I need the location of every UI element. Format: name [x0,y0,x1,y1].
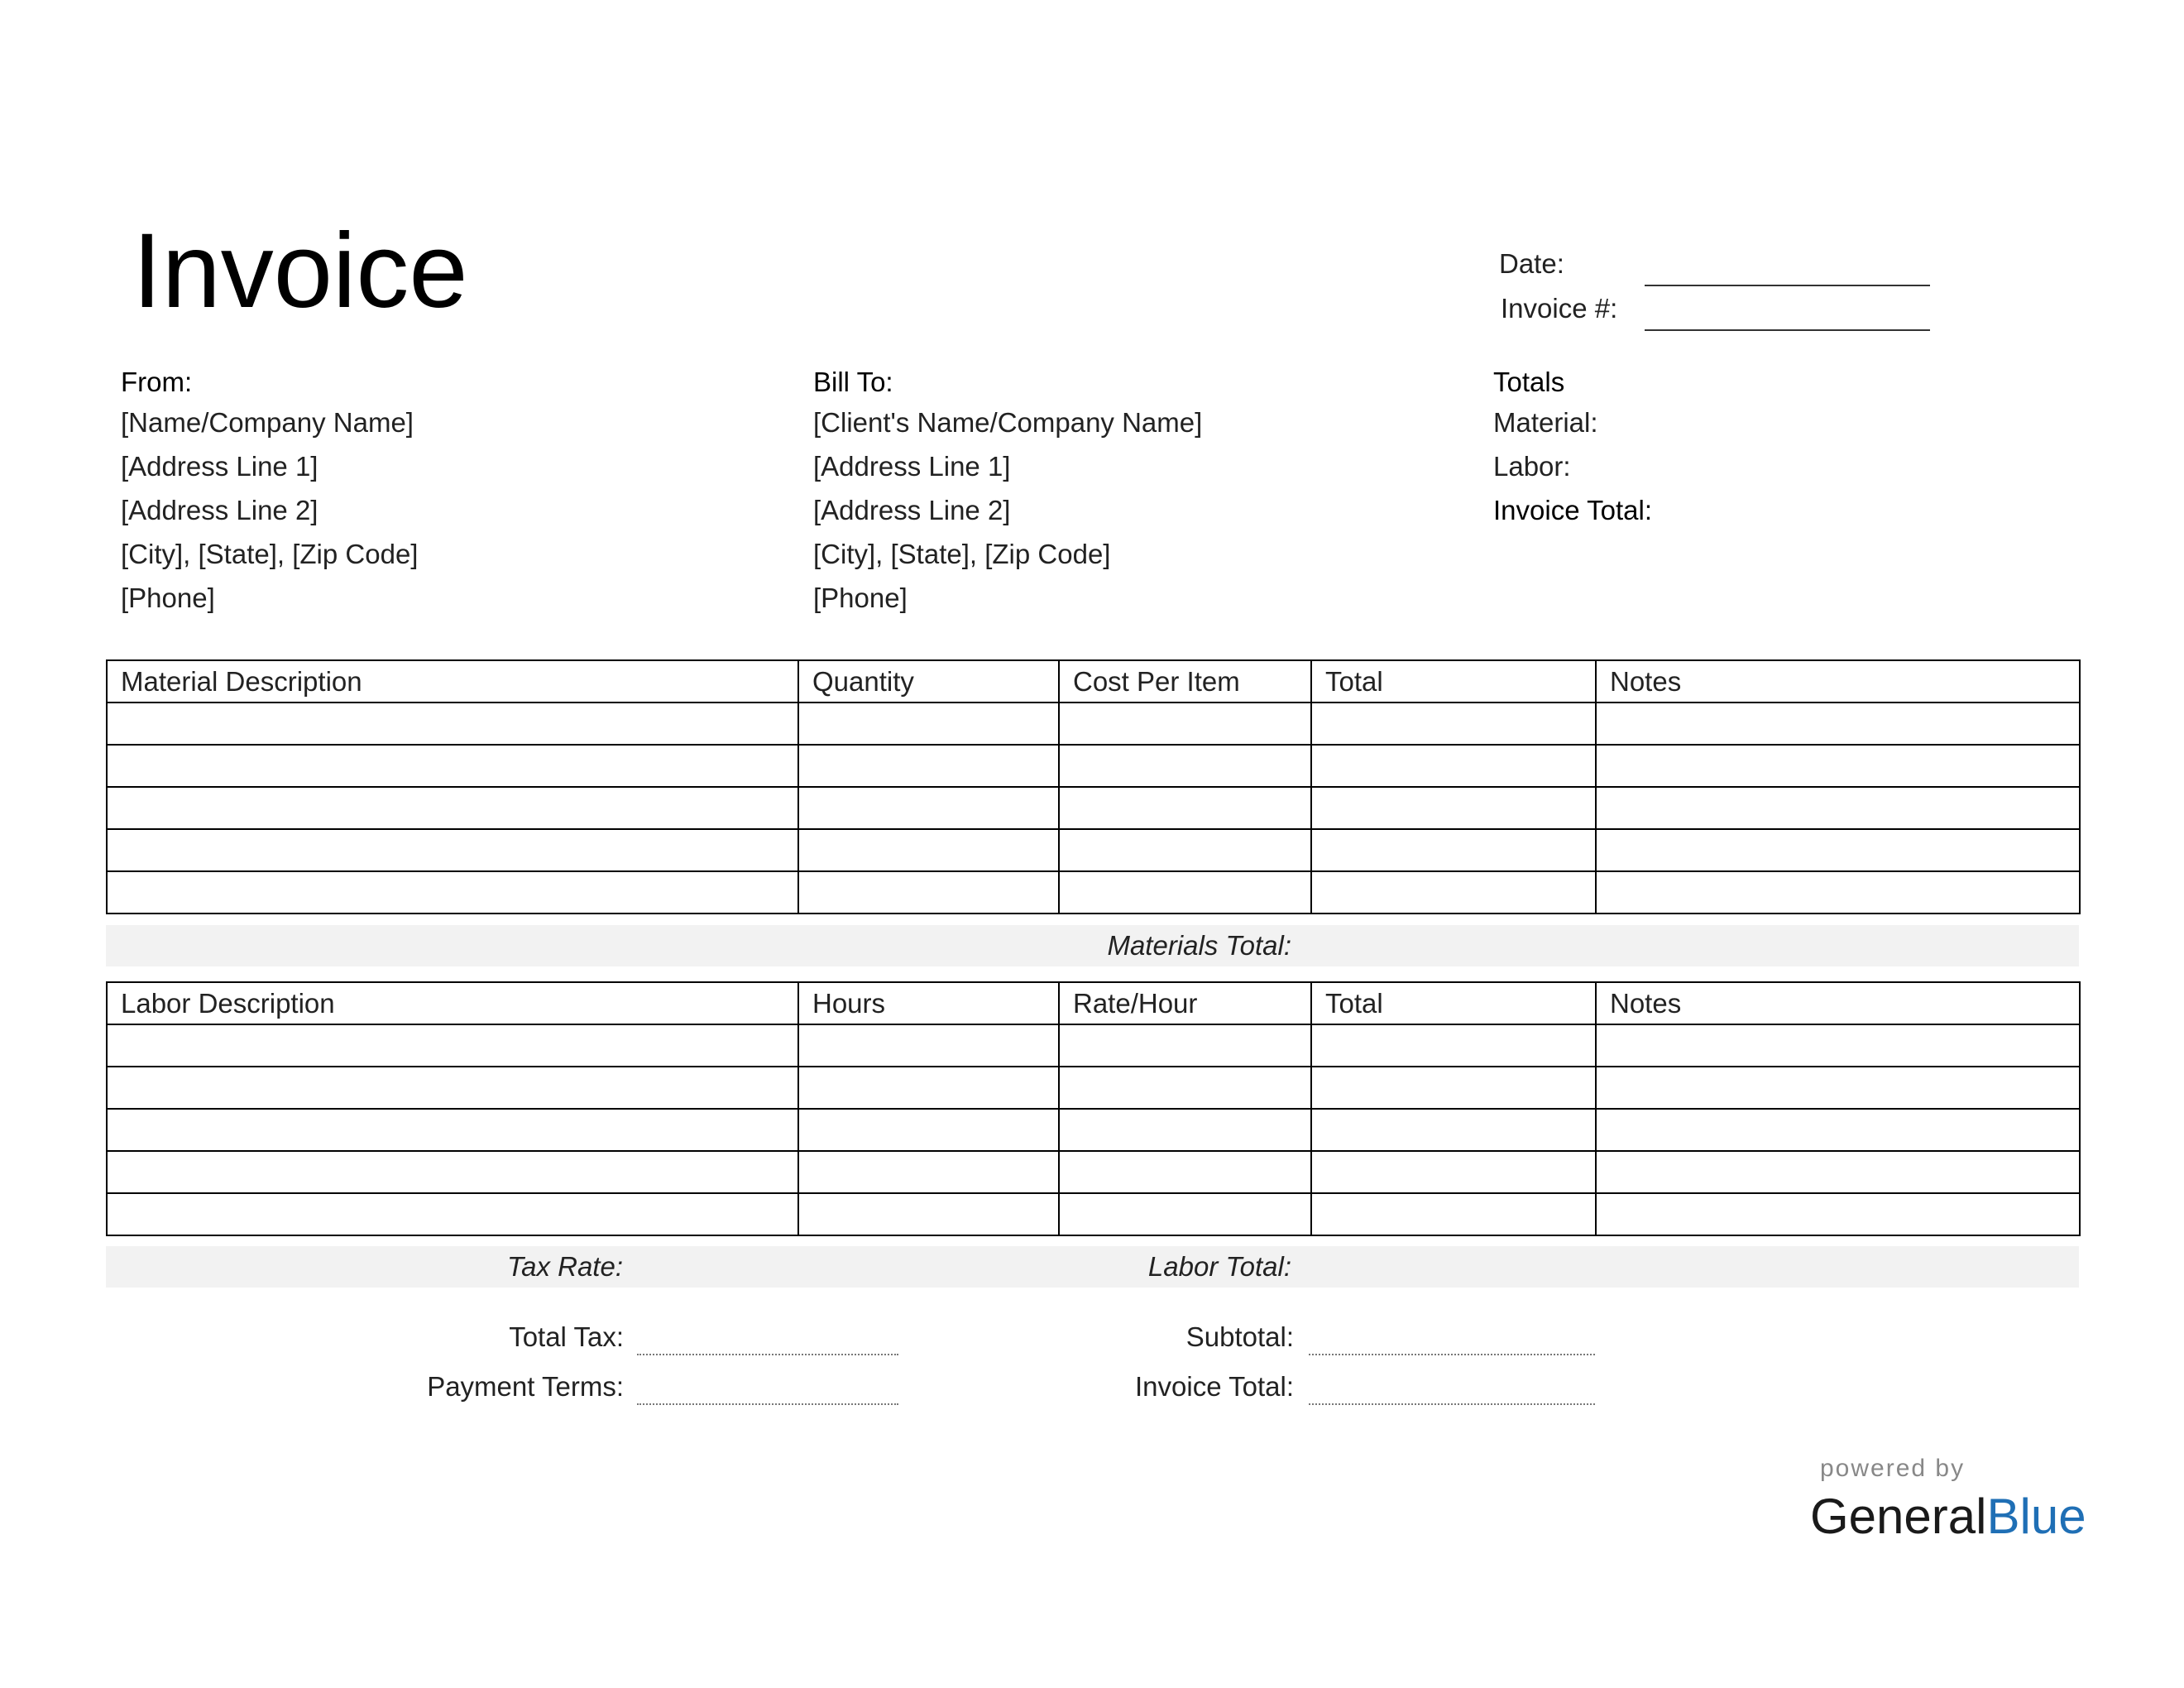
totals-material-label: Material: [1493,407,1598,438]
powered-by-text: powered by [1820,1455,1966,1482]
materials-total-band [106,925,2079,966]
invoice-number-field[interactable] [1645,329,1930,331]
table-cell[interactable] [1596,745,2080,787]
table-row [107,1067,2080,1109]
table-cell[interactable] [798,871,1059,914]
table-cell[interactable] [107,1193,798,1235]
table-cell[interactable] [1059,787,1311,829]
from-address-1[interactable]: [Address Line 1] [121,451,318,482]
table-row [107,745,2080,787]
labor-header-row [107,982,2080,1024]
labor-total-label: Labor Total: [1147,1251,1291,1282]
material-notes-header: Notes [1596,660,2080,703]
table-cell[interactable] [1059,1109,1311,1151]
table-cell[interactable] [1311,1193,1596,1235]
table-cell[interactable] [1596,1024,2080,1067]
labor-notes-header: Notes [1596,982,2080,1024]
table-cell[interactable] [798,745,1059,787]
table-cell[interactable] [107,1024,798,1067]
table-cell[interactable] [798,1067,1059,1109]
table-cell[interactable] [1059,745,1311,787]
from-name[interactable]: [Name/Company Name] [121,407,414,438]
table-cell[interactable] [1059,829,1311,871]
bill-to-city-state-zip[interactable]: [City], [State], [Zip Code] [813,539,1111,569]
labor-total-header: Total [1311,982,1596,1024]
table-row [107,1109,2080,1151]
logo-blue-text: Blue [1986,1489,2086,1544]
table-cell[interactable] [1059,871,1311,914]
payment-terms-label: Payment Terms: [427,1371,624,1402]
total-tax-field[interactable] [637,1354,898,1355]
table-cell[interactable] [798,829,1059,871]
date-label: Date: [1499,248,1564,279]
generalblue-logo [1810,1488,2086,1546]
table-cell[interactable] [1311,787,1596,829]
table-cell[interactable] [107,829,798,871]
table-cell[interactable] [1059,1151,1311,1193]
material-total-header: Total [1311,660,1596,703]
from-city-state-zip[interactable]: [City], [State], [Zip Code] [121,539,419,569]
table-cell[interactable] [107,1151,798,1193]
invoice-total-field[interactable] [1309,1403,1595,1405]
bill-to-address-1[interactable]: [Address Line 1] [813,451,1011,482]
from-heading: From: [121,367,193,397]
logo-general-text: General [1810,1489,1987,1544]
table-cell[interactable] [107,745,798,787]
bill-to-name[interactable]: [Client's Name/Company Name] [813,407,1203,438]
table-cell[interactable] [798,1109,1059,1151]
total-tax-label: Total Tax: [509,1321,624,1352]
table-cell[interactable] [107,787,798,829]
labor-total-band [106,1246,2079,1288]
quantity-header: Quantity [798,660,1059,703]
page-title: Invoice [132,212,468,330]
table-row [107,1151,2080,1193]
labor-table [106,981,2081,1236]
date-field[interactable] [1645,285,1930,286]
table-cell[interactable] [1596,1151,2080,1193]
bill-to-heading: Bill To: [813,367,893,397]
table-cell[interactable] [1596,1193,2080,1235]
material-description-header: Material Description [107,660,798,703]
table-cell[interactable] [107,871,798,914]
subtotal-field[interactable] [1309,1354,1595,1355]
table-cell[interactable] [1596,1109,2080,1151]
table-cell[interactable] [1059,1067,1311,1109]
invoice-number-label: Invoice #: [1501,293,1618,324]
table-cell[interactable] [1311,1151,1596,1193]
materials-total-label: Materials Total: [1107,930,1291,961]
table-cell[interactable] [1311,745,1596,787]
subtotal-label: Subtotal: [1185,1321,1294,1352]
table-cell[interactable] [1059,1024,1311,1067]
table-cell[interactable] [1311,829,1596,871]
tax-rate-label: Tax Rate: [506,1251,623,1282]
table-cell[interactable] [1596,787,2080,829]
table-cell[interactable] [798,1193,1059,1235]
table-row [107,1024,2080,1067]
bill-to-phone[interactable]: [Phone] [813,583,908,613]
table-cell[interactable] [1311,1109,1596,1151]
table-cell[interactable] [1596,829,2080,871]
bill-to-address-2[interactable]: [Address Line 2] [813,495,1011,525]
cost-per-item-header: Cost Per Item [1059,660,1311,703]
table-cell[interactable] [1311,1024,1596,1067]
table-row [107,871,2080,914]
table-cell[interactable] [107,1067,798,1109]
table-cell[interactable] [1311,703,1596,745]
rate-per-hour-header: Rate/Hour [1059,982,1311,1024]
table-row [107,703,2080,745]
table-cell[interactable] [1596,703,2080,745]
from-phone[interactable]: [Phone] [121,583,215,613]
invoice-total-label: Invoice Total: [1134,1371,1294,1402]
table-cell[interactable] [1596,871,2080,914]
totals-invoice-total-label: Invoice Total: [1493,495,1653,525]
table-row [107,787,2080,829]
table-cell[interactable] [798,1024,1059,1067]
table-cell[interactable] [107,1109,798,1151]
hours-header: Hours [798,982,1059,1024]
table-cell[interactable] [1311,1067,1596,1109]
table-row [107,1193,2080,1235]
from-address-2[interactable]: [Address Line 2] [121,495,318,525]
payment-terms-field[interactable] [637,1403,898,1405]
table-cell[interactable] [798,1151,1059,1193]
table-cell[interactable] [1059,1193,1311,1235]
table-cell[interactable] [798,703,1059,745]
table-cell[interactable] [1596,1067,2080,1109]
totals-heading: Totals [1493,367,1565,397]
table-cell[interactable] [107,703,798,745]
materials-table [106,659,2081,914]
table-cell[interactable] [1311,871,1596,914]
table-cell[interactable] [798,787,1059,829]
totals-labor-label: Labor: [1493,451,1571,482]
materials-header-row [107,660,2080,703]
table-row [107,829,2080,871]
labor-description-header: Labor Description [107,982,798,1024]
table-cell[interactable] [1059,703,1311,745]
